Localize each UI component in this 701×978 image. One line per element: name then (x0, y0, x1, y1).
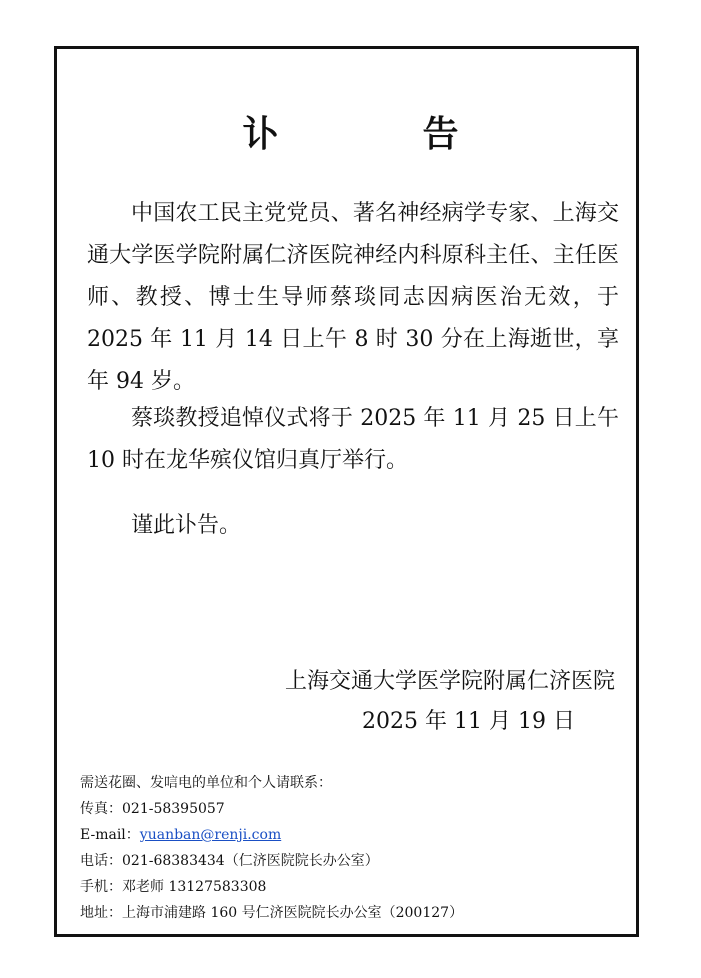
email-link[interactable]: yuanban@renji.com (139, 827, 282, 843)
mobile-value: 邓老师 13127583308 (122, 879, 267, 895)
contact-address (80, 900, 620, 926)
fax-value: 021-58395057 (122, 801, 225, 817)
contact-intro: 需送花圈、发唁电的单位和个人请联系： (80, 775, 332, 791)
notice-paragraph-1: 中国农工民主党党员、著名神经病学专家、上海交通大学医学院附属仁济医院神经内科原科主任、主任医师、教授、博士生导师蔡琰同志因病医治无效，于 2025 年 11 月 14 日上午 8 时 30 分在上海逝世，享年 94 岁。 (87, 201, 619, 394)
notice-paragraph-3: 谨此讣告。 (131, 513, 242, 538)
contact-email (80, 822, 620, 848)
fax-label: 传真： (80, 801, 122, 817)
signature-date: 2025 年 11 月 19 日 (362, 709, 575, 734)
signature-organization: 上海交通大学医学院附属仁济医院 (284, 669, 615, 694)
phone-label: 电话： (80, 853, 122, 869)
email-label: E-mail： (80, 827, 140, 843)
address-label: 地址： (80, 905, 122, 921)
contact-fax (80, 796, 620, 822)
page-title: 讣 告 (242, 113, 513, 155)
contact-section (80, 770, 620, 926)
address-value: 上海市浦建路 160 号仁济医院院长办公室（200127） (122, 905, 464, 921)
contact-phone (80, 848, 620, 874)
phone-value: 021-68383434（仁济医院院长办公室） (122, 853, 379, 869)
mobile-label: 手机： (80, 879, 122, 895)
notice-paragraph-2: 蔡琰教授追悼仪式将于 2025 年 11 月 25 日上午 10 时在龙华殡仪馆归真厅举行。 (87, 406, 619, 473)
contact-mobile (80, 874, 620, 900)
